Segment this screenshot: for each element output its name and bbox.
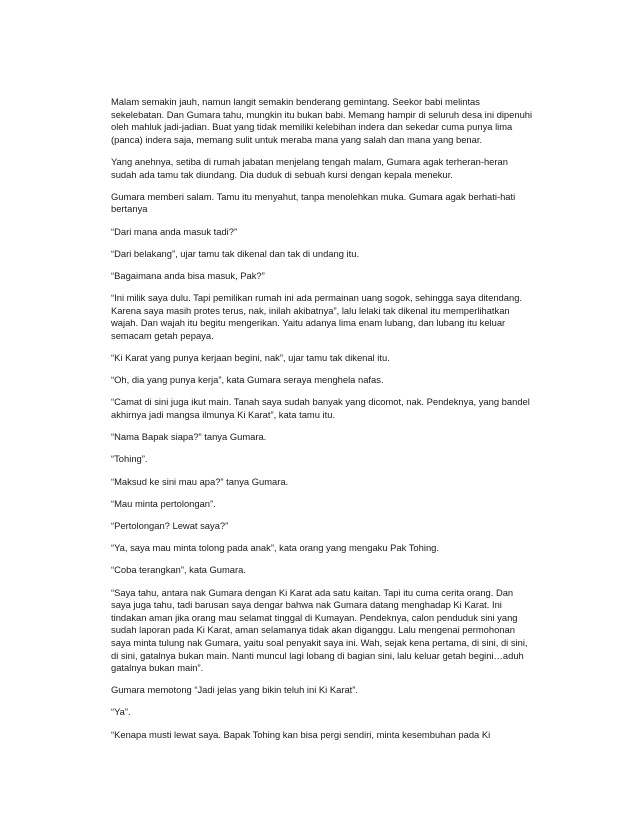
- paragraph: “Bagaimana anda bisa masuk, Pak?”: [111, 269, 265, 281]
- paragraph: “Ya, saya mau minta tolong pada anak”, kata orang yang mengaku Pak Tohing.: [111, 542, 439, 554]
- paragraph: “Camat di sini juga ikut main. Tanah saya sudah banyak yang dicomot, nak. Pendeknya, yang bandel akhirnya jadi mangsa ilmunya Ki Karat”, kata tamu itu.: [111, 396, 530, 421]
- paragraph: Gumara memotong “Jadi jelas yang bikin teluh ini Ki Karat”.: [111, 684, 358, 696]
- paragraph: “Ya”.: [111, 706, 131, 718]
- paragraph: “Ini milik saya dulu. Tapi pemilikan rumah ini ada permainan uang sogok, sehingga saya ditendang. Karena saya masih protes terus, nak, inilah akibatnya”, lalu lelaki tak dikenal itu memperlihatkan wajah. Dan wajah itu begitu mengerikan. Yaitu adanya lima enam lubang, dan lubang itu keluar semacam getah pepaya.: [111, 292, 523, 341]
- paragraph: “Dari mana anda masuk tadi?”: [111, 225, 238, 237]
- paragraph: “Dari belakang”, ujar tamu tak dikenal dan tak di undang itu.: [111, 247, 360, 259]
- paragraph: “Kenapa musti lewat saya. Bapak Tohing kan bisa pergi sendiri, minta kesembuhan pada Ki: [111, 728, 491, 740]
- paragraph: “Tohing”.: [111, 453, 148, 465]
- document-page: [111, 96, 533, 751]
- paragraph: “Oh, dia yang punya kerja”, kata Gumara seraya menghela nafas.: [111, 374, 384, 386]
- paragraph: “Nama Bapak siapa?” tanya Gumara.: [111, 431, 267, 443]
- paragraph: “Saya tahu, antara nak Gumara dengan Ki Karat ada satu kaitan. Tapi itu cuma cerita orang. Dan saya juga tahu, tadi barusan saya dengar bahwa nak Gumara datang menghadap Ki Karat. Ini tindakan aman jika orang mau selamat tinggal di Kumayan. Pendeknya, calon penduduk sini yang sudah laporan pada Ki Karat, aman selamanya tidak akan diganggu. Lalu mengenai permohonan saya minta tulung nak Gumara, yaitu soal penyakit saya ini. Wah, sejak kena pertama, di sini, di sini, di sini, gatalnya bukan main. Nanti muncul lagi lobang di bagian sini, lalu keluar getah begini…aduh gatalnya bukan main”.: [111, 586, 528, 674]
- paragraph: “Pertolongan? Lewat saya?”: [111, 519, 229, 531]
- paragraph: “Maksud ke sini mau apa?” tanya Gumara.: [111, 475, 289, 487]
- paragraph: Gumara memberi salam. Tamu itu menyahut, tanpa menolehkan muka. Gumara agak berhati-hati bertanya: [111, 190, 516, 215]
- paragraph: “Ki Karat yang punya kerjaan begini, nak”, ujar tamu tak dikenal itu.: [111, 352, 390, 364]
- paragraph: Malam semakin jauh, namun langit semakin benderang gemintang. Seekor babi melintas sekelebatan. Dan Gumara tahu, mungkin itu bukan babi. Memang hampir di seluruh desa ini dipenuhi oleh mahluk jadi-jadian. Buat yang tidak memiliki kelebihan indera dan sekedar cuma punya lima (panca) indera saja, memang sulit untuk meraba mana yang salah dan mana yang benar.: [111, 96, 533, 145]
- paragraph: Yang anehnya, setiba di rumah jabatan menjelang tengah malam, Gumara agak terheran-heran sudah ada tamu tak diundang. Dia duduk di sebuah kursi dengan kepala menekur.: [111, 155, 508, 180]
- paragraph: “Mau minta pertolongan”.: [111, 497, 216, 509]
- paragraph: “Coba terangkan”, kata Gumara.: [111, 564, 246, 576]
